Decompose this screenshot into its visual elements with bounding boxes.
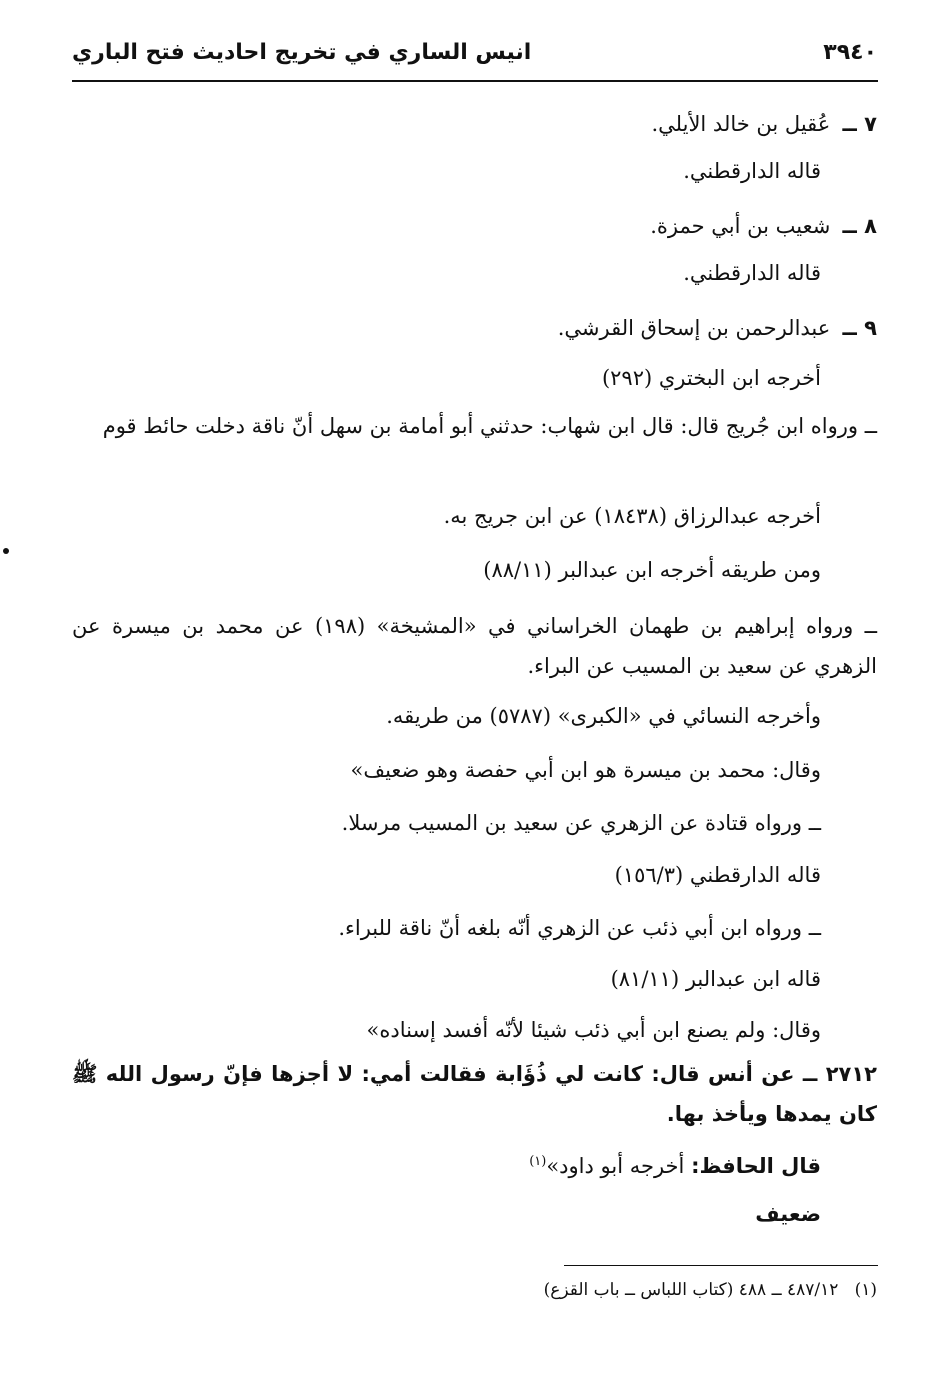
list-item-7-source: قاله الدارقطني.: [683, 159, 821, 183]
list-item-9: ٩ ــ عبدالرحمن بن إسحاق القرشي.: [557, 316, 877, 340]
list-item-9-source: أخرجه ابن البختري (٢٩٢): [601, 366, 821, 390]
text-line: ومن طريقه أخرجه ابن عبدالبر (٨٨/١١): [483, 558, 821, 582]
text-line: أخرجه عبدالرزاق (١٨٤٣٨) عن ابن جريج به.: [443, 504, 821, 528]
text-line: ــ ورواه قتادة عن الزهري عن سعيد بن المسيب مرسلا.: [341, 811, 821, 835]
text-line: ــ ورواه ابن أبي ذئب عن الزهري أنّه بلغه أنّ ناقة للبراء.: [338, 916, 821, 940]
text-line: قاله ابن عبدالبر (٨١/١١): [610, 967, 821, 991]
text-line: وقال: محمد بن ميسرة هو ابن أبي حفصة وهو ضعيف»: [350, 758, 821, 782]
header-rule: [72, 80, 878, 82]
hadith-2712: [72, 1054, 877, 1134]
running-title: انيس الساري في تخريج احاديث فتح الباري: [72, 40, 532, 65]
paragraph-ibn-jurayj: ــ ورواه ابن جُريج قال: قال ابن شهاب: حدثني أبو أمامة بن سهل أنّ ناقة دخلت حائط قوم: [102, 414, 877, 438]
footnote: [544, 1280, 877, 1300]
text-line: قاله الدارقطني (١٥٦/٣): [614, 863, 821, 887]
footnote-rule: [564, 1265, 878, 1266]
list-item-7: ٧ ــ عُقيل بن خالد الأيلي.: [651, 112, 877, 136]
hafiz-text: أخرجه أبو داود»: [546, 1154, 685, 1178]
text-line: وأخرجه النسائي في «الكبرى» (٥٧٨٧) من طريقه.: [386, 704, 821, 728]
margin-dot: [3, 548, 9, 554]
verdict: ضعيف: [755, 1202, 821, 1226]
footnote-text: ٤٨٧/١٢ ــ ٤٨٨ (كتاب اللباس ــ باب القزع): [543, 1280, 839, 1300]
list-item-8-source: قاله الدارقطني.: [683, 261, 821, 285]
hadith-number: ٢٧١٢: [825, 1062, 878, 1086]
footnote-ref: (١): [529, 1154, 547, 1169]
hafiz-label: قال الحافظ:: [691, 1154, 821, 1178]
footnote-marker: (١): [854, 1280, 877, 1300]
text-line: وقال: ولم يصنع ابن أبي ذئب شيئا لأنّه أفسد إسناده»: [366, 1018, 821, 1042]
hafiz-line: [529, 1136, 821, 1192]
page-number: ٣٩٤٠: [823, 40, 877, 65]
hadith-text: ــ عن أنس قال: كانت لي ذُؤَابة فقالت أمي: لا أجزها فإنّ رسول الله ﷺ كان يمدها ويأخذ بها.: [72, 1062, 877, 1126]
paragraph-ibrahim: ــ ورواه إبراهيم بن طهمان الخراساني في «المشيخة» (١٩٨) عن محمد بن ميسرة عن الزهري عن سعيد بن المسيب عن البراء.: [72, 614, 877, 678]
list-item-8: ٨ ــ شعيب بن أبي حمزة.: [650, 214, 877, 238]
